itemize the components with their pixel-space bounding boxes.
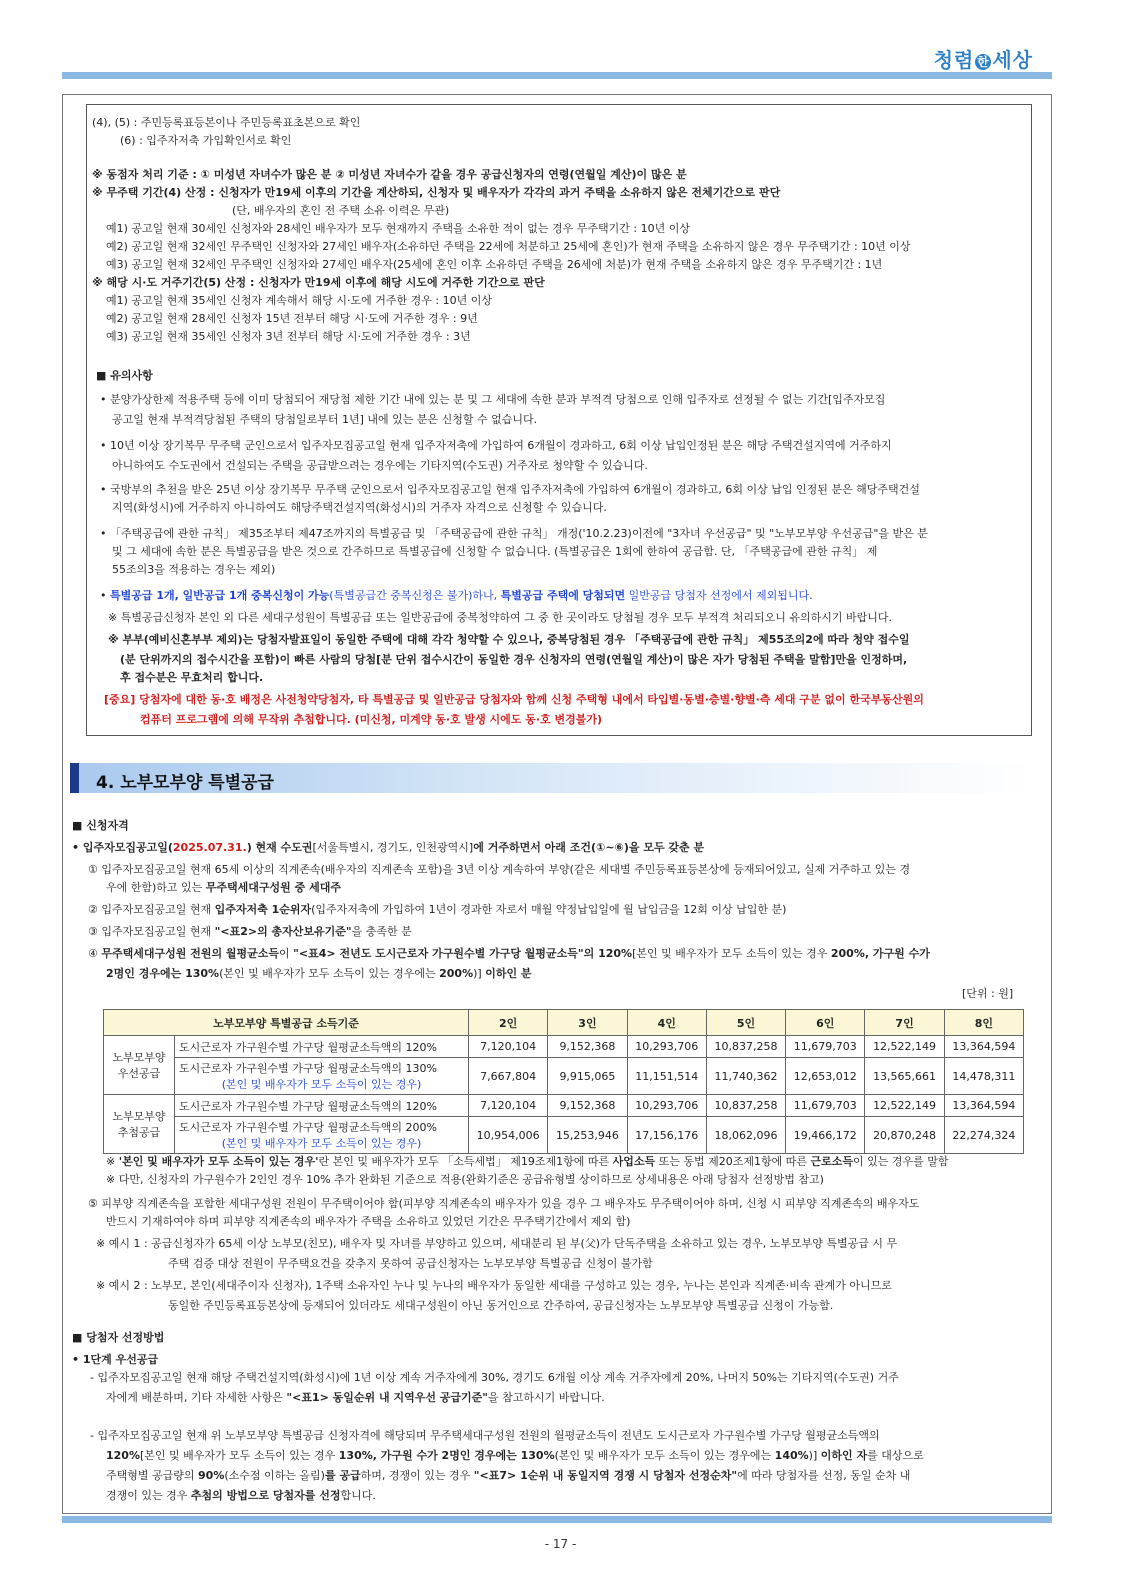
bottom-divider bbox=[62, 1516, 1052, 1523]
condition-3: ③ 입주자모집공고일 현재 "<표2>의 총자산보유기준"을 충족한 분 bbox=[88, 925, 412, 938]
important-assignment-note: [중요] 당첨자에 대한 동·호 배정은 사전청약당첨자, 타 특별공급 및 일반공급 당첨자와 함께 신청 주택형 내에서 타입별·동별·층별·향별·측 세대 구분 없이 한국부동산원의 bbox=[104, 693, 924, 706]
qualification-heading: ■ 신청자격 bbox=[72, 819, 129, 832]
table-cell: 17,156,176 bbox=[627, 1117, 706, 1154]
notice-example: 예2) 공고일 현재 32세인 무주택인 신청자와 27세인 배우자(소유하던 주택을 22세에 처분하고 25세에 혼인)가 현재 주택을 소유하지 않은 경우 무주택기간 : 10년 이상 bbox=[106, 240, 911, 253]
section-title: 4. 노부모부양 특별공급 bbox=[96, 773, 274, 793]
duplicate-application-note: • 특별공급 1개, 일반공급 1개 중복신청이 가능(특별공급간 중복신청은 불가)하나, 특별공급 주택에 당첨되면 일반공급 당첨자 선정에서 제외됩니다. bbox=[100, 589, 813, 602]
caution-item: 55조의3을 적용하는 경우는 제외) bbox=[112, 563, 276, 576]
condition-5: ⑤ 피부양 직계존속을 포함한 세대구성원 전원이 무주택이어야 함(피부양 직계존속의 배우자가 있을 경우 그 배우자도 무주택이어야 하며, 신청 시 피부양 직계존속의 배우자도 bbox=[88, 1197, 920, 1210]
logo-text-right: 세상 bbox=[992, 48, 1033, 72]
caution-item: • 국방부의 추천을 받은 25년 이상 장기복무 무주택 군인으로서 입주자모집공고일 현재 입주자저축에 가입하여 6개월이 경과하고, 6회 이상 납입 인정된 분은 해당주택건설 bbox=[100, 483, 920, 496]
table-cell: 14,478,311 bbox=[944, 1058, 1023, 1095]
table-header: 2인 bbox=[469, 1010, 548, 1036]
table-row bbox=[104, 1117, 1024, 1154]
row-label: 도시근로자 가구원수별 가구당 월평균소득액의 130% (본인 및 배우자가 모두 소득이 있는 경우) bbox=[175, 1058, 469, 1095]
qualification-lead: • 입주자모집공고일(2025.07.31.) 현재 수도권[서울특별시, 경기도, 인천광역시]에 거주하면서 아래 조건(①~⑥)을 모두 갖춘 분 bbox=[72, 841, 705, 854]
table-row bbox=[104, 1095, 1024, 1117]
table-cell: 9,152,368 bbox=[548, 1036, 627, 1058]
residence-period-rule: ※ 해당 시·도 거주기간(5) 산정 : 신청자가 만19세 이후에 해당 시도에 거주한 기간으로 판단 bbox=[92, 276, 545, 289]
income-note: ※ 다만, 신청자의 가구원수가 2인인 경우 10% 추가 완화된 기준으로 적용(완화기준은 공급유형별 상이하므로 상세내용은 아래 당첨자 선정방법 참고) bbox=[106, 1173, 824, 1186]
selection-text: 경쟁이 있는 경우 추첨의 방법으로 당첨자를 선정합니다. bbox=[106, 1489, 376, 1502]
selection-text: - 입주자모집공고일 현재 위 노부모부양 특별공급 신청자격에 해당되며 무주택세대구성원 전원의 월평균소득이 전년도 도시근로자 가구원수별 가구당 월평균소득액의 bbox=[90, 1429, 880, 1442]
important-assignment-note: 컴퓨터 프로그램에 의해 무작위 추첨합니다. (미신청, 미계약 동·호 발생 시에도 동·호 변경불가) bbox=[140, 713, 603, 726]
table-header: 6인 bbox=[786, 1010, 865, 1036]
tiebreak-rule: ※ 동점자 처리 기준 : ① 미성년 자녀수가 많은 분 ② 미성년 자녀수가 같을 경우 공급신청자의 연령(연월일 계산)이 많은 분 bbox=[92, 168, 687, 181]
caution-item: 및 그 세대에 속한 분은 특별공급을 받은 것으로 간주하므로 특별공급에 신청할 수 없습니다. (특별공급은 1회에 한하여 공급함. 단, 「주택공급에 관한 규칙」 제 bbox=[112, 545, 878, 558]
selection-text: 자에게 배분하며, 기타 자세한 사항은 "<표1> 동일순위 내 지역우선 공급기준"을 참고하시기 바랍니다. bbox=[106, 1391, 605, 1404]
logo-text-left: 청렴 bbox=[933, 48, 975, 72]
table-cell: 13,565,661 bbox=[865, 1058, 944, 1095]
caution-item: • 10년 이상 장기복무 무주택 군인으로서 입주자모집공고일 현재 입주자저축에 가입하여 6개월이 경과하고, 6회 이상 납입인정된 분은 해당 주택건설지역에 거주하지 bbox=[100, 439, 892, 452]
table-cell: 18,062,096 bbox=[706, 1117, 785, 1154]
row-label: 도시근로자 가구원수별 가구당 월평균소득액의 120% bbox=[175, 1095, 469, 1117]
logo-circle-icon: 한 bbox=[977, 54, 990, 69]
notice-example: 예3) 공고일 현재 32세인 무주택인 신청자와 27세인 배우자(25세에 혼인 이후 소유하던 주택을 26세에 처분)가 현재 주택을 소유하지 않은 경우 무주택기간 : 1년 bbox=[106, 258, 883, 271]
couple-rule: ※ 부부(예비신혼부부 제외)는 당첨자발표일이 동일한 주택에 대해 각각 청약할 수 있으나, 중복당첨된 경우 「주택공급에 관한 규칙」 제55조의2에 따라 청약 접수일 bbox=[108, 633, 910, 646]
caution-item: 아니하여도 수도권에서 건설되는 주택을 공급받으려는 경우에는 기타지역(수도권) 거주자로 청약할 수 있습니다. bbox=[112, 459, 648, 472]
table-cell: 10,837,258 bbox=[706, 1095, 785, 1117]
table-cell: 11,151,514 bbox=[627, 1058, 706, 1095]
table-cell: 13,364,594 bbox=[944, 1036, 1023, 1058]
table-cell: 12,522,149 bbox=[865, 1036, 944, 1058]
table-cell: 10,293,706 bbox=[627, 1036, 706, 1058]
income-criteria-table bbox=[103, 1009, 1024, 1154]
table-cell: 15,253,946 bbox=[548, 1117, 627, 1154]
notice-line: (6) : 입주자저축 가입확인서로 확인 bbox=[120, 134, 292, 147]
caution-item: • 분양가상한제 적용주택 등에 이미 당첨되어 재당첨 제한 기간 내에 있는 분 및 그 세대에 속한 분과 부적격 당첨으로 인해 입주자로 선정될 수 없는 기간[입주자모집 bbox=[100, 393, 886, 406]
table-cell: 19,466,172 bbox=[786, 1117, 865, 1154]
cheongryeom-logo bbox=[934, 44, 1033, 73]
example-2: ※ 예시 2 : 노부모, 본인(세대주이자 신청자), 1주택 소유자인 누나 및 누나의 배우자가 동일한 세대를 구성하고 있는 경우, 누나는 본인과 직계존·비속 관계가 아니므로 bbox=[96, 1279, 892, 1292]
table-cell: 9,152,368 bbox=[548, 1095, 627, 1117]
section-heading-bar bbox=[70, 763, 1034, 793]
caution-item: 지역(화성시)에 거주하지 아니하여도 해당주택건설지역(화성시)의 거주자 자격으로 신청할 수 있습니다. bbox=[112, 501, 607, 514]
group-label: 노부모부양 우선공급 bbox=[104, 1036, 175, 1095]
no-house-period-rule: ※ 무주택 기간(4) 산정 : 신청자가 만19세 이후의 기간을 계산하되, 신청자 및 배우자가 각각의 과거 주택을 소유하지 않은 전체기간으로 판단 bbox=[92, 186, 781, 199]
condition-5: 반드시 기재하여야 하며 피부양 직계존속의 배우자가 주택을 소유하고 있었던 기간은 무주택기간에서 제외 함) bbox=[106, 1215, 631, 1228]
example-1: ※ 예시 1 : 공급신청자가 65세 이상 노부모(친모), 배우자 및 자녀를 부양하고 있으며, 세대분리 된 부(父)가 단독주택을 소유하고 있는 경우, 노부모부양 특별공급 시 무 bbox=[96, 1237, 898, 1250]
condition-2: ② 입주자모집공고일 현재 입주자저축 1순위자(입주자저축에 가입하여 1년이 경과한 자로서 매월 약정납입일에 월 납입금을 12회 이상 납입한 분) bbox=[88, 903, 787, 916]
notice-line: (단, 배우자의 혼인 전 주택 소유 이력은 무관) bbox=[232, 204, 450, 217]
table-header-row bbox=[104, 1010, 1024, 1036]
table-cell: 10,954,006 bbox=[469, 1117, 548, 1154]
caution-heading: ■ 유의사항 bbox=[96, 369, 153, 382]
condition-1: ① 입주자모집공고일 현재 65세 이상의 직계존속(배우자의 직계존속 포함)을 3년 이상 계속하여 부양(같은 세대별 주민등록표등본상에 등재되어있고, 실제 거주하고 있는 경 bbox=[88, 863, 911, 876]
section-accent-bar bbox=[70, 763, 79, 793]
example-1: 주택 검증 대상 전원이 무주택요건을 갖추지 못하여 공급신청자는 노부모부양 특별공급 신청이 불가함 bbox=[168, 1257, 653, 1270]
selection-text: 주택형별 공급량의 90%(소수점 이하는 올림)를 공급하며, 경쟁이 있는 경우 "<표7> 1순위 내 동일지역 경쟁 시 당첨자 선정순차"에 따라 당첨자를 선정, 동일 순차 내 bbox=[106, 1469, 911, 1482]
caution-item: ※ 특별공급신청자 본인 외 다른 세대구성원이 특별공급 또는 일반공급에 중복청약하여 그 중 한 곳이라도 당첨될 경우 모두 부적격 처리되오니 유의하시기 바랍니다. bbox=[108, 611, 892, 624]
couple-rule: 후 접수분은 무효처리 합니다. bbox=[120, 671, 264, 684]
table-cell: 22,274,324 bbox=[944, 1117, 1023, 1154]
table-cell: 7,120,104 bbox=[469, 1036, 548, 1058]
notice-example: 예1) 공고일 현재 30세인 신청자와 28세인 배우자가 모두 현재까지 주택을 소유한 적이 없는 경우 무주택기간 : 10년 이상 bbox=[106, 222, 690, 235]
notice-example: 예2) 공고일 현재 28세인 신청자 15년 전부터 해당 시·도에 거주한 경우 : 9년 bbox=[106, 312, 478, 325]
row-label: 도시근로자 가구원수별 가구당 월평균소득액의 200% (본인 및 배우자가 모두 소득이 있는 경우) bbox=[175, 1117, 469, 1154]
table-cell: 20,870,248 bbox=[865, 1117, 944, 1154]
table-cell: 7,667,804 bbox=[469, 1058, 548, 1095]
selection-heading: ■ 당첨자 선정방법 bbox=[72, 1331, 165, 1344]
table-header: 3인 bbox=[548, 1010, 627, 1036]
selection-stage: • 1단계 우선공급 bbox=[72, 1353, 159, 1366]
table-cell: 11,679,703 bbox=[786, 1095, 865, 1117]
notice-line: (4), (5) : 주민등록표등본이나 주민등록표초본으로 확인 bbox=[92, 116, 361, 129]
unit-label: [단위 : 원] bbox=[962, 987, 1014, 1000]
condition-4: 2명인 경우에는 130%(본인 및 배우자가 모두 소득이 있는 경우에는 200%)] 이하인 분 bbox=[106, 967, 532, 980]
notice-example: 예1) 공고일 현재 35세인 신청자 계속해서 해당 시·도에 거주한 경우 : 10년 이상 bbox=[106, 294, 492, 307]
selection-text: 120%[본인 및 배우자가 모두 소득이 있는 경우 130%, 가구원 수가 2명인 경우에는 130%(본인 및 배우자가 모두 소득이 있는 경우에는 140%)] 이하인 자를 대상으로 bbox=[106, 1449, 924, 1462]
table-cell: 11,740,362 bbox=[706, 1058, 785, 1095]
caution-item: • 「주택공급에 관한 규칙」 제35조부터 제47조까지의 특별공급 및 「주택공급에 관한 규칙」 개정('10.2.23)이전에 "3자녀 우선공급" 및 "노부모부양 우선공급"을 받은 분 bbox=[100, 527, 928, 540]
table-cell: 11,679,703 bbox=[786, 1036, 865, 1058]
table-header: 4인 bbox=[627, 1010, 706, 1036]
table-cell: 12,653,012 bbox=[786, 1058, 865, 1095]
table-row bbox=[104, 1058, 1024, 1095]
table-cell: 7,120,104 bbox=[469, 1095, 548, 1117]
example-2: 동일한 주민등록표등본상에 등재되어 있더라도 세대구성원이 아닌 동거인으로 간주하여, 공급신청자는 노부모부양 특별공급 신청이 가능함. bbox=[168, 1299, 834, 1312]
table-cell: 9,915,065 bbox=[548, 1058, 627, 1095]
table-header: 노부모부양 특별공급 소득기준 bbox=[104, 1010, 469, 1036]
caution-item: 공고일 현재 부적격당첨된 주택의 당첨일로부터 1년] 내에 있는 분은 신청할 수 없습니다. bbox=[112, 413, 538, 426]
notice-example: 예3) 공고일 현재 35세인 신청자 3년 전부터 해당 시·도에 거주한 경우 : 3년 bbox=[106, 330, 471, 343]
row-label: 도시근로자 가구원수별 가구당 월평균소득액의 120% bbox=[175, 1036, 469, 1058]
table-header: 7인 bbox=[865, 1010, 944, 1036]
couple-rule: (분 단위까지의 접수시간을 포함)이 빠른 사람의 당첨[분 단위 접수시간이 동일한 경우 신청자의 연령(연월일 계산)이 많은 자가 당첨된 주택을 말함]만을 인정하며, bbox=[120, 653, 908, 666]
table-cell: 13,364,594 bbox=[944, 1095, 1023, 1117]
selection-text: - 입주자모집공고일 현재 해당 주택건설지역(화성시)에 1년 이상 계속 거주자에게 30%, 경기도 6개월 이상 계속 거주자에게 20%, 나머지 50%는 기타지역(수도권) 거주 bbox=[90, 1371, 899, 1384]
top-divider bbox=[62, 72, 1052, 79]
table-row bbox=[104, 1036, 1024, 1058]
income-note: ※ '본인 및 배우자가 모두 소득이 있는 경우'란 본인 및 배우자가 모두 「소득세법」 제19조제1항에 따른 사업소득 또는 동법 제20조제1항에 따른 근로소득이 있는 경우를 말함 bbox=[106, 1155, 949, 1168]
table-header: 5인 bbox=[706, 1010, 785, 1036]
table-cell: 10,293,706 bbox=[627, 1095, 706, 1117]
table-cell: 10,837,258 bbox=[706, 1036, 785, 1058]
page-number: - 17 - bbox=[544, 1537, 577, 1551]
group-label: 노부모부양 추첨공급 bbox=[104, 1095, 175, 1154]
condition-1: 우에 한함)하고 있는 무주택세대구성원 중 세대주 bbox=[106, 881, 341, 894]
condition-4: ④ 무주택세대구성원 전원의 월평균소득이 "<표4> 전년도 도시근로자 가구원수별 가구당 월평균소득"의 120%[본인 및 배우자가 모두 소득이 있는 경우 200%, 가구원 수가 bbox=[88, 947, 930, 960]
table-header: 8인 bbox=[944, 1010, 1023, 1036]
table-cell: 12,522,149 bbox=[865, 1095, 944, 1117]
